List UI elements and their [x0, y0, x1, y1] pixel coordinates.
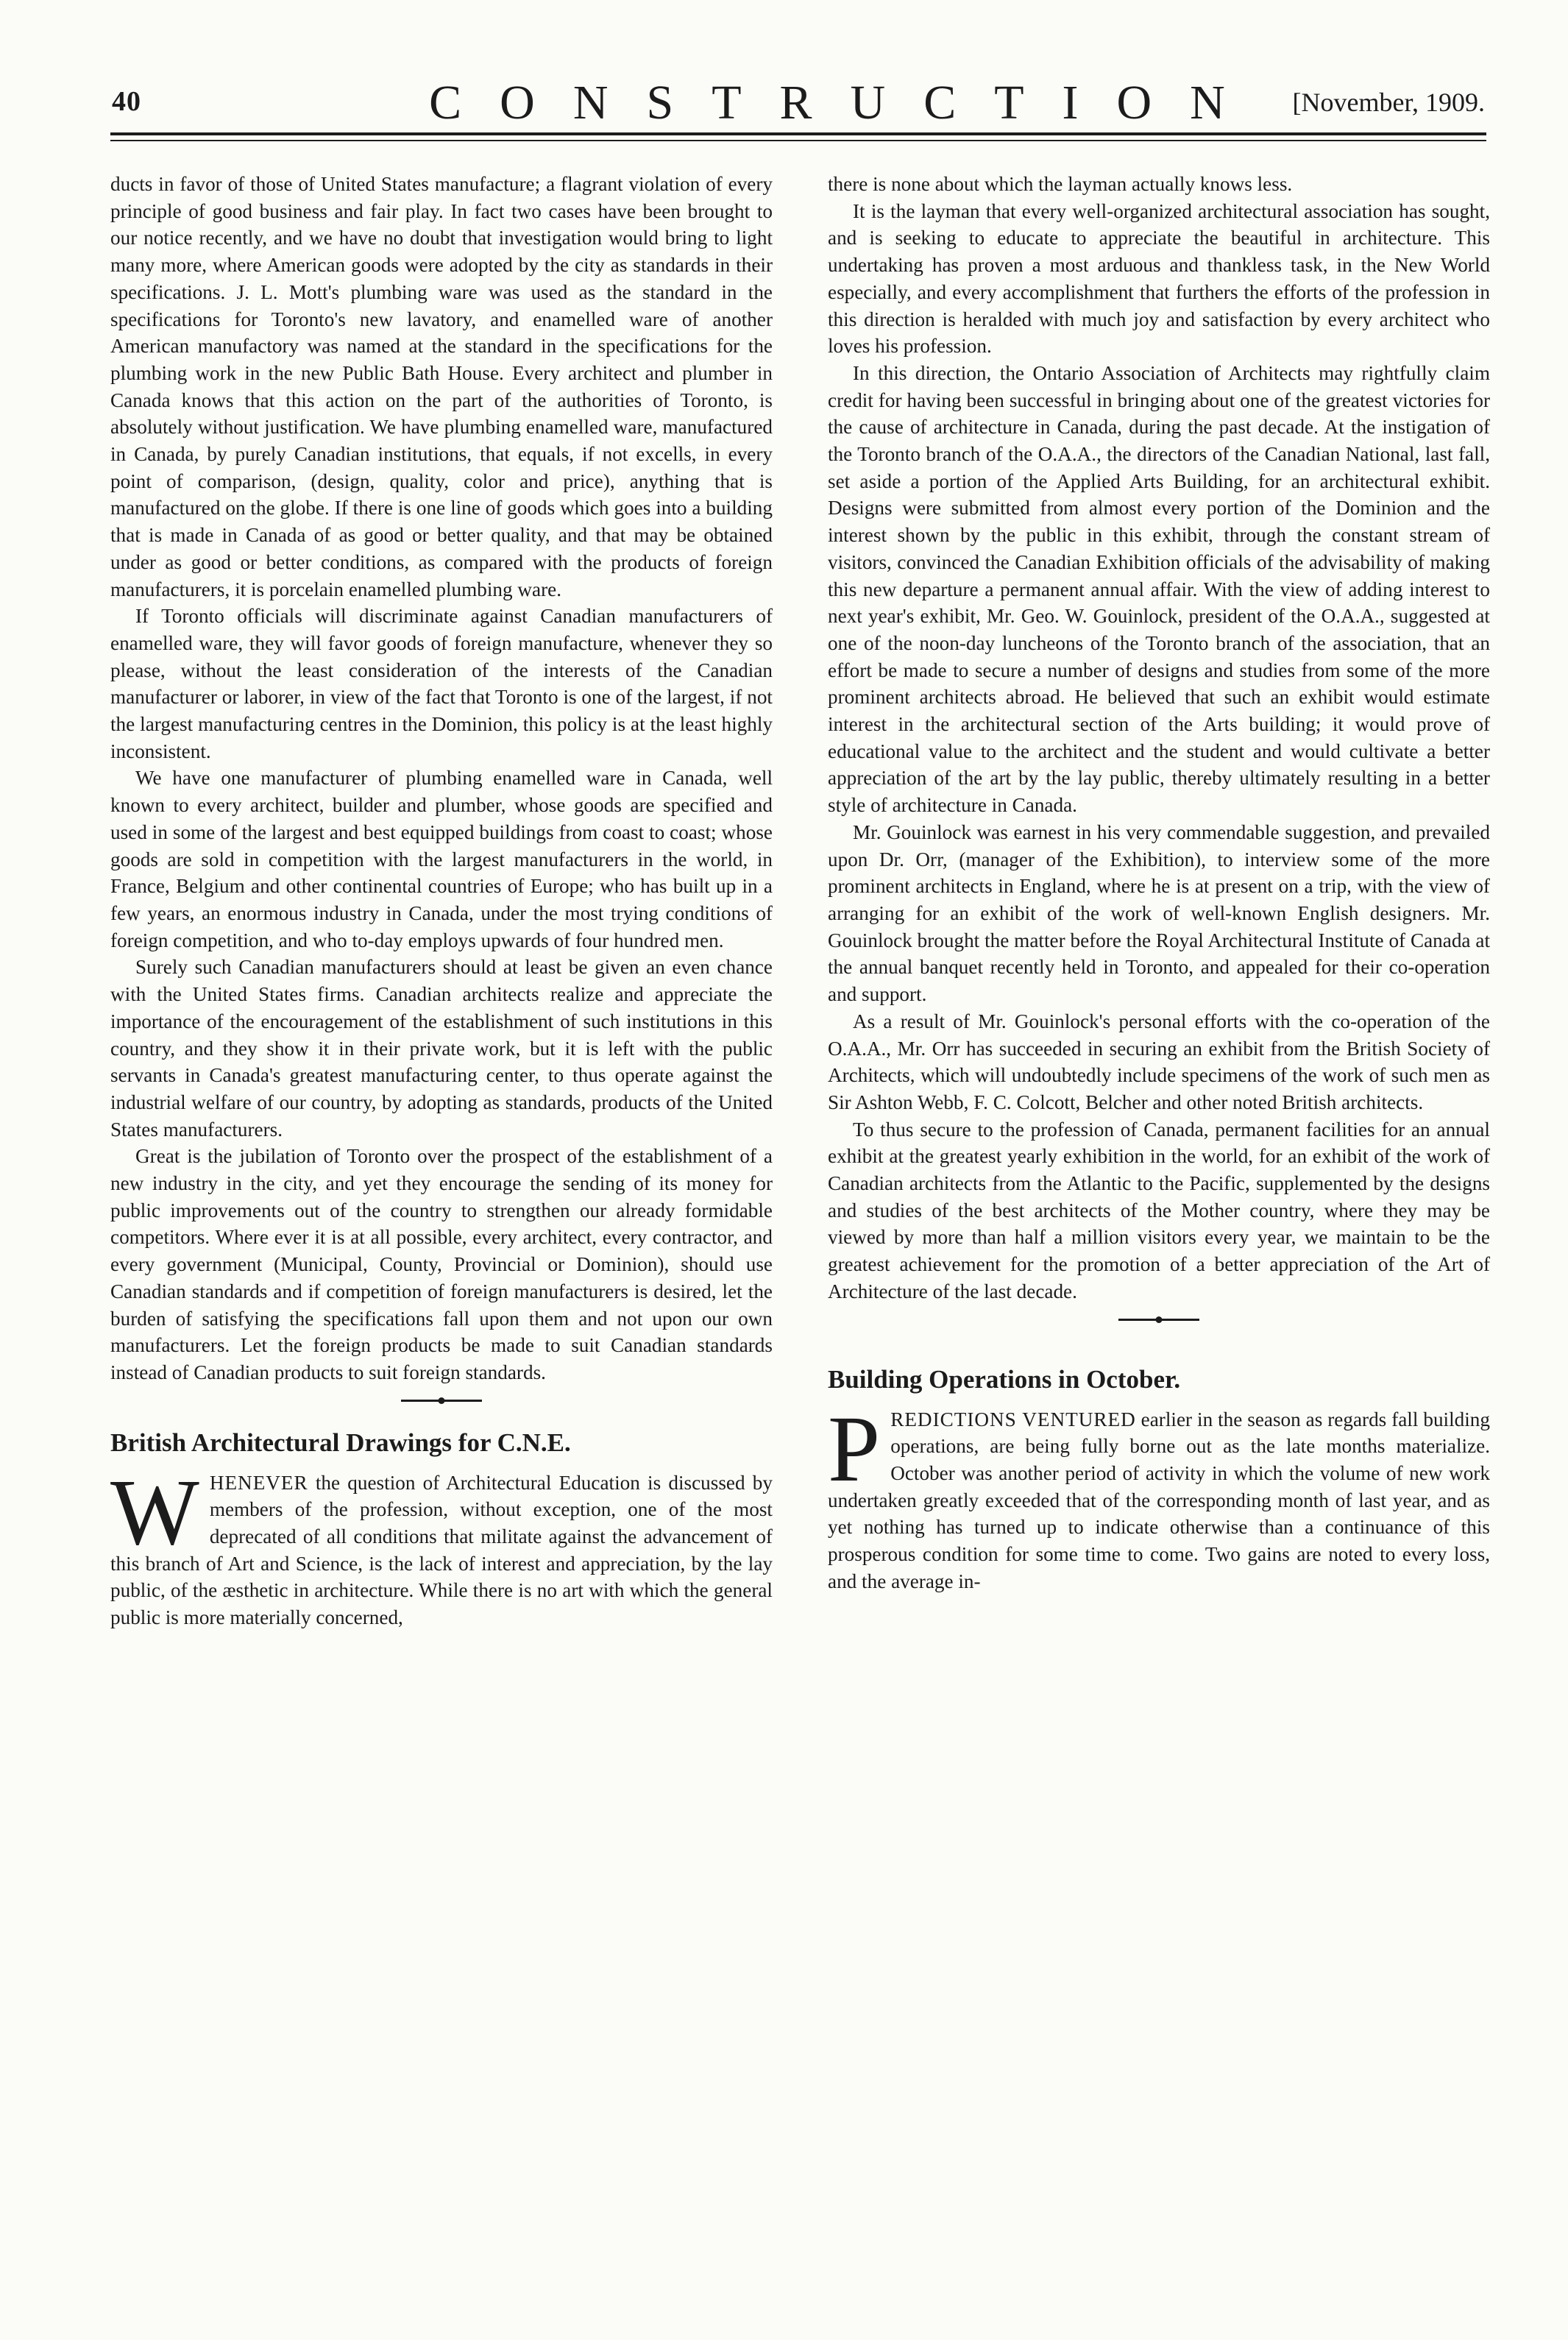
header-rule-thin — [110, 140, 1486, 141]
left-column — [110, 171, 773, 1631]
article-title-building-operations: Building Operations in October. — [828, 1364, 1181, 1394]
issue-date: [November, 1909. — [1292, 88, 1485, 117]
lead-in-words: REDICTIONS VENTURED — [890, 1408, 1136, 1430]
body-paragraph: If Toronto officials will discriminate against Canadian manufacturers of enamelled ware, they will favor goods of foreign manufacture, whenever they so please, without the least consideration of the interests of the Canadian manufacturer or laborer, in view of the fact that Toronto is one of the largest, if not the largest manufacturing centres in the Dominion, this policy is at the least highly inconsistent. — [110, 605, 773, 762]
body-paragraph: We have one manufacturer of plumbing enamelled ware in Canada, well known to every architect, builder and plumber, whose goods are specified and used in some of the largest and best equipped buildings from coast to coast; whose goods are sold in competition with the largest manufacturers in the world, in France, Belgium and other continental countries of Europe; who has built up in a few years, an enormous industry in Canada, under the most trying conditions of foreign competition, and who to-day employs upwards of four hundred men. — [110, 767, 773, 951]
body-paragraph: Mr. Gouinlock was earnest in his very commendable suggestion, and prevailed upon Dr. Orr, (manager of the Exhibition), to interview some of the more prominent architects in England, where he is at present on a trip, with the view of arranging for an exhibit of the work of well-known English designers. Mr. Gouinlock brought the matter before the Royal Architectural Institute of Canada at the annual banquet recently held in Toronto, and appealed for their co-operation and support. — [828, 820, 1490, 1006]
body-paragraph: there is none about which the layman actually knows less. — [828, 173, 1293, 195]
header-rule-thick — [110, 132, 1486, 135]
right-column — [828, 171, 1490, 1595]
page-header — [110, 76, 1486, 132]
body-paragraph: Great is the jubilation of Toronto over the prospect of the establishment of a new industry in the city, and yet they encourage the sending of its money for public improvements out of the country to strengthen our already formidable competitors. Where ever it is at all possible, every architect, every contractor, and every government (Municipal, County, Provincial or Dominion), should use Canadian standards and if competition of foreign manufacturers is desired, let the burden of satisfying the specifications fall upon them and not upon our own manufacturers. Let the foreign products be made to suit Canadian standards instead of Canadian products to suit foreign standards. — [110, 1145, 773, 1383]
section-separator — [1118, 1319, 1199, 1321]
page-number: 40 — [112, 86, 141, 117]
article-intro-paragraph — [110, 1459, 773, 1631]
article-intro-paragraph — [828, 1396, 1490, 1595]
body-paragraph: It is the layman that every well-organized architectural association has sought, and is seeking to educate to appreciate the beautiful in architecture. This undertaking has proven a most arduous and thankless task, in the New World especially, and every accomplishment that furthers the efforts of the profession in this direction is heralded with much joy and satisfaction by every architect who loves his profession. — [828, 199, 1490, 358]
paragraph-text: earlier in the season as regards fall building operations, are being fully borne out as the late months materialize. October was another period of activity in which the volume of new work undertaken greatly exceeded that of the corresponding month of last year, and as yet nothing has turned up to indicate otherwise than a continuance of this prosperous condition for some time to come. Two gains are noted to every loss, and the average in- — [828, 1408, 1490, 1592]
drop-cap-letter: P — [828, 1396, 881, 1501]
paragraph-text: the question of Architectural Education is discussed by members of the profession, without exception, one of the most deprecated of all conditions that militate against the advancement of this branch of Art and Science, is the lack of interest and appreciation, by the lay public, of the æsthetic in architecture. While there is no art with which the general public is more materially concerned, — [110, 1471, 773, 1629]
drop-cap-letter: W — [110, 1459, 199, 1564]
body-paragraph: ducts in favor of those of United States manufacture; a flagrant violation of every principle of good business and fair play. In fact two cases have been brought to our notice recently, and we have no doubt that investigation would bring to light many more, where American goods were adopted by the city as standards in their specifications. J. L. Mott's plumbing ware was used as the standard in the specifications for Toronto's new lavatory, and enamelled ware of another American manufactory was named at the standard in the specifications for the plumbing work in the new Public Bath House. Every architect and plumber in Canada knows that this action on the part of the authorities of Toronto, is absolutely without justification. We have plumbing enamelled ware, manufactured in Canada, by purely Canadian institutions, that equals, if not excells, in every point of comparison, (design, quality, color and price), anything that is manufactured on the globe. If there is one line of goods which goes into a building that is made in Canada of as good or better quality, and that may be obtained under as good or better conditions, as compared with the products of foreign manufacturers, it is porcelain enamelled plumbing ware. — [110, 173, 773, 600]
article-title-british-drawings: British Architectural Drawings for C.N.E. — [110, 1428, 571, 1457]
body-paragraph: As a result of Mr. Gouinlock's personal efforts with the co-operation of the O.A.A., Mr. Orr has succeeded in securing an exhibit from the British Society of Architects, which will undoubtedly include specimens of the work of such men as Sir Ashton Webb, F. C. Colcott, Belcher and other noted British architects. — [828, 1010, 1490, 1113]
masthead-title: CONSTRUCTION — [429, 76, 1263, 130]
body-paragraph: In this direction, the Ontario Association of Architects may rightfully claim credit for having been successful in bringing about one of the greatest victories for the cause of architecture in Canada, during the past decade. At the instigation of the Toronto branch of the O.A.A., the directors of the Canadian National, last fall, set aside a portion of the Applied Arts Building, for an architectural exhibit. Designs were submitted from almost every portion of the Dominion and the interest shown by the public in this exhibit, through the constant stream of visitors, convinced the Canadian Exhibition officials of the advisability of making this new departure a permanent annual affair. With the view of adding interest to next year's exhibit, Mr. Geo. W. Gouinlock, president of the O.A.A., suggested at one of the noon-day luncheons of the Toronto branch of the association, that an effort be made to secure a number of designs and studies from some of the more prominent architects abroad. He believed that such an exhibit would estimate interest in the architectural section of the Arts building; it would prove of educational value to the architect and the student and would cultivate a better appreciation of the art by the lay public, thereby ultimately resulting in a better style of architecture in Canada. — [828, 361, 1490, 817]
body-paragraph: To thus secure to the profession of Canada, permanent facilities for an annual exhibit at the greatest yearly exhibition in the world, for an exhibit of the work of Canadian architects from the Atlantic to the Pacific, supplemented by the designs and studies of the best architects of the Mother country, where they may be viewed by more than half a million visitors every year, we maintain to be the greatest achievement for the promotion of a better appreciation of the Art of Architecture of the last decade. — [828, 1118, 1490, 1302]
lead-in-words: HENEVER — [209, 1471, 308, 1494]
body-paragraph: Surely such Canadian manufacturers should at least be given an even chance with the United States firms. Canadian architects realize and appreciate the importance of the encouragement of the establishment of such institutions in this country, and they show it in their private work, but it is left with the public servants in Canada's greatest manufacturing center, to thus operate against the industrial welfare of our country, by adopting as standards, products of the United States manufacturers. — [110, 956, 773, 1141]
section-separator — [401, 1400, 482, 1402]
